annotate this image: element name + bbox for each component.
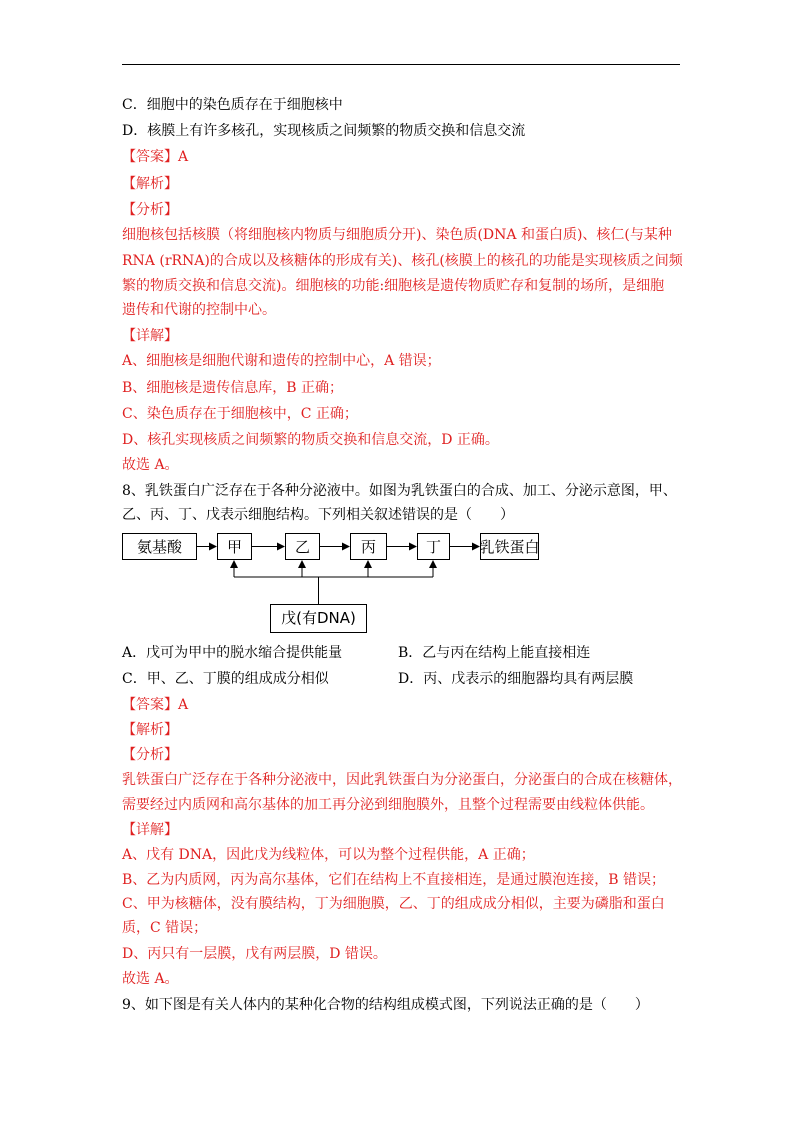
secretion-flow-diagram (122, 527, 542, 635)
label-yi: 乙 (294, 538, 311, 556)
q7-detail-line: C、染色质存在于细胞核中，C 正确； (122, 406, 358, 422)
q8-detail-line: C、甲为核糖体，没有膜结构，丁为细胞膜，乙、丁的组成成分相似，主要为磷脂和蛋白 (122, 896, 665, 912)
q7-jiexi-heading: 【解析】 (122, 176, 178, 192)
q8-option-d: D．丙、戊表示的细胞器均具有两层膜 (398, 671, 634, 687)
q7-analysis-line: 细胞核包括核膜（将细胞核内物质与细胞质分开)、染色质(DNA 和蛋白质)、核仁(与某种 (122, 227, 672, 243)
q7-xiangjie-heading: 【详解】 (122, 328, 178, 344)
q7-detail-line: B、细胞核是遗传信息库，B 正确； (122, 380, 344, 396)
q7-analysis-line: RNA (rRNA)的合成以及核糖体的形成有关)、核孔(核膜上的核孔的功能是实现核质之间频 (122, 253, 683, 269)
q8-option-c: C．甲、乙、丁膜的组成成分相似 (122, 671, 329, 687)
q7-conclusion: 故选 A。 (122, 457, 179, 473)
q7-answer: 【答案】A (122, 149, 189, 165)
q8-detail-line: B、乙为内质网，丙为高尔基体，它们在结构上不直接相连，是通过膜泡连接，B 错误； (122, 872, 666, 888)
header-rule (122, 64, 680, 65)
label-amino-acid: 氨基酸 (136, 538, 183, 556)
q8-xiangjie-heading: 【详解】 (122, 822, 178, 838)
q8-analysis-line: 需要经过内质网和高尔基体的加工再分泌到细胞膜外，且整个过程需要由线粒体供能。 (122, 797, 654, 813)
q7-analysis-line: 遗传和代谢的控制中心。 (122, 302, 276, 318)
q8-detail-line: D、丙只有一层膜，戊有两层膜，D 错误。 (122, 946, 387, 962)
q8-answer: 【答案】A (122, 697, 189, 713)
q8-stem-line: 8、乳铁蛋白广泛存在于各种分泌液中。如图为乳铁蛋白的合成、加工、分泌示意图，甲、 (122, 483, 677, 499)
label-jia: 甲 (226, 538, 243, 556)
label-lactoferrin: 乳铁蛋白 (479, 538, 540, 556)
q7-detail-line: A、细胞核是细胞代谢和遗传的控制中心，A 错误； (122, 353, 441, 369)
q7-detail-line: D、核孔实现核质之间频繁的物质交换和信息交流，D 正确。 (122, 432, 499, 448)
q8-fenxi-heading: 【分析】 (122, 747, 178, 763)
label-wu: 戊(有DNA) (281, 609, 356, 627)
q8-option-a: A．戊可为甲中的脱水缩合提供能量 (122, 645, 343, 661)
q8-option-b: B．乙与丙在结构上能直接相连 (398, 645, 591, 661)
q7-option-d: D．核膜上有许多核孔，实现核质之间频繁的物质交换和信息交流 (122, 123, 526, 139)
q8-stem-line: 乙、丙、丁、戊表示细胞结构。下列相关叙述错误的是（ ） (122, 507, 514, 523)
q8-jiexi-heading: 【解析】 (122, 722, 178, 738)
q8-detail-line: A、戊有 DNA，因此戊为线粒体，可以为整个过程供能，A 正确； (122, 847, 535, 863)
q7-option-c: C．细胞中的染色质存在于细胞核中 (122, 97, 343, 113)
label-ding: 丁 (425, 538, 442, 556)
q8-conclusion: 故选 A。 (122, 971, 179, 987)
q8-detail-line: 质，C 错误； (122, 920, 208, 936)
q7-fenxi-heading: 【分析】 (122, 202, 178, 218)
label-bing: 丙 (360, 538, 377, 556)
q8-analysis-line: 乳铁蛋白广泛存在于各种分泌液中，因此乳铁蛋白为分泌蛋白，分泌蛋白的合成在核糖体， (122, 772, 682, 788)
q9-stem: 9、如下图是有关人体内的某种化合物的结构组成模式图，下列说法正确的是（ ） (122, 997, 649, 1013)
q7-analysis-line: 繁的物质交换和信息交流)。细胞核的功能:细胞核是遗传物质贮存和复制的场所，是细胞 (122, 278, 665, 294)
